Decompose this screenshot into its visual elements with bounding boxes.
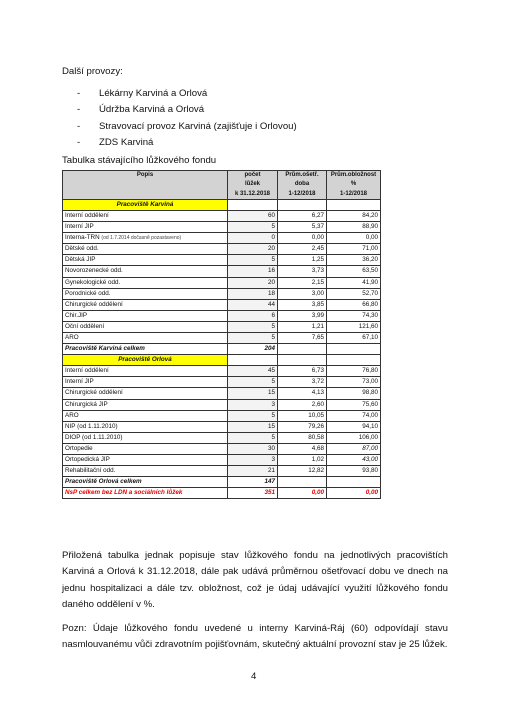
department-cell (63, 455, 228, 466)
beds-cell: 30 (228, 443, 278, 454)
beds-cell: 16 (228, 266, 278, 277)
department-name: Gynekologické odd. (65, 278, 121, 286)
doba-cell: 1,21 (278, 321, 327, 332)
empty-cell (278, 355, 327, 366)
header-doba-1: Prům.ošetř. (278, 171, 327, 181)
header-beds-1: počet (228, 171, 278, 181)
obloznost-cell: 52,70 (327, 288, 381, 299)
list-item: - Lékárny Karviná a Orlová (62, 86, 297, 102)
department-name: Oční oddělení (65, 322, 105, 330)
obloznost-cell: 98,80 (327, 388, 381, 399)
total-obloznost (327, 477, 381, 488)
doba-cell: 1,02 (278, 455, 327, 466)
table-header-row (63, 190, 381, 200)
beds-cell: 15 (228, 388, 278, 399)
intro-heading: Další provozy: (62, 66, 123, 77)
table-row (63, 366, 381, 377)
list-item: - Údržba Karviná a Orlová (62, 102, 297, 118)
department-cell (63, 443, 228, 454)
department-cell (63, 321, 228, 332)
department-cell (63, 222, 228, 233)
beds-cell: 5 (228, 410, 278, 421)
subtotal-row-orlova (63, 477, 381, 488)
department-cell (63, 299, 228, 310)
beds-cell: 0 (228, 233, 278, 244)
table-row (63, 377, 381, 388)
doba-cell: 2,45 (278, 244, 327, 255)
department-note: (od 1.7.2014 dočasně pozastaveno) (101, 235, 182, 242)
table-row (63, 233, 381, 244)
header-popis-blank (63, 180, 228, 189)
beds-cell: 6 (228, 310, 278, 321)
beds-cell: 44 (228, 299, 278, 310)
beds-cell: 20 (228, 277, 278, 288)
department-cell (63, 255, 228, 266)
table-row (63, 222, 381, 233)
obloznost-cell: 67,10 (327, 333, 381, 344)
beds-cell: 18 (228, 288, 278, 299)
total-beds: 351 (228, 488, 278, 499)
table-row (63, 466, 381, 477)
department-cell (63, 233, 228, 244)
obloznost-cell: 106,00 (327, 432, 381, 443)
table-row (63, 388, 381, 399)
doba-cell: 7,65 (278, 333, 327, 344)
provozy-list (62, 86, 297, 151)
beds-cell: 3 (228, 455, 278, 466)
department-cell (63, 388, 228, 399)
obloznost-cell: 0,00 (327, 233, 381, 244)
grand-total-row (63, 488, 381, 499)
empty-cell (327, 199, 381, 210)
total-beds: 147 (228, 477, 278, 488)
table-title: Tabulka stávajícího lůžkového fondu (62, 155, 217, 166)
beds-cell: 5 (228, 255, 278, 266)
header-popis: Popis (63, 171, 228, 181)
obloznost-cell: 36,20 (327, 255, 381, 266)
department-name: Interní JIP (65, 378, 94, 386)
obloznost-cell: 94,10 (327, 421, 381, 432)
department-name: ARO (65, 411, 79, 419)
doba-cell: 80,58 (278, 432, 327, 443)
doba-cell: 4,13 (278, 388, 327, 399)
department-name: NIP (od 1.11.2010) (65, 422, 118, 430)
empty-cell (327, 355, 381, 366)
table-row (63, 299, 381, 310)
table-row (63, 399, 381, 410)
doba-cell: 2,15 (278, 277, 327, 288)
department-name: Chir.JIP (65, 311, 88, 319)
table-row (63, 321, 381, 332)
doba-cell: 10,05 (278, 410, 327, 421)
table-row (63, 432, 381, 443)
table-row (63, 266, 381, 277)
obloznost-cell: 74,30 (327, 310, 381, 321)
table-row (63, 443, 381, 454)
beds-cell: 5 (228, 321, 278, 332)
total-label: Pracoviště Orlová celkem (63, 477, 228, 488)
department-cell (63, 310, 228, 321)
beds-cell: 5 (228, 333, 278, 344)
total-doba: 0,00 (278, 488, 327, 499)
doba-cell: 1,25 (278, 255, 327, 266)
department-cell (63, 366, 228, 377)
department-cell (63, 266, 228, 277)
department-name: Ortopedická JIP (65, 456, 110, 464)
header-doba-3: 1-12/2018 (278, 190, 327, 200)
department-cell (63, 399, 228, 410)
total-obloznost (327, 344, 381, 355)
department-name: Interní JIP (65, 223, 94, 231)
header-beds-2: lůžek (228, 180, 278, 189)
section-row-orlova (63, 355, 381, 366)
department-cell (63, 377, 228, 388)
department-name: Interní oddělení (65, 367, 109, 375)
beds-cell: 15 (228, 421, 278, 432)
section-row-karvina (63, 199, 381, 210)
obloznost-cell: 73,00 (327, 377, 381, 388)
department-cell (63, 277, 228, 288)
list-item: - ZDS Karviná (62, 135, 297, 151)
table-row (63, 255, 381, 266)
department-cell (63, 210, 228, 221)
table-row (63, 288, 381, 299)
beds-cell: 5 (228, 377, 278, 388)
obloznost-cell: 88,90 (327, 222, 381, 233)
list-item: - Stravovací provoz Karviná (zajišťuje i Orlovou) (62, 119, 297, 135)
empty-cell (228, 199, 278, 210)
doba-cell: 2,60 (278, 399, 327, 410)
department-name: DIOP (od 1.11.2010) (65, 433, 123, 441)
doba-cell: 3,00 (278, 288, 327, 299)
header-beds-3: k 31.12.2018 (228, 190, 278, 200)
obloznost-cell: 76,80 (327, 366, 381, 377)
total-beds: 204 (228, 344, 278, 355)
section-label: Pracoviště Karviná (63, 199, 228, 210)
obloznost-cell: 66,80 (327, 299, 381, 310)
description-paragraph: Přiložená tabulka jednak popisuje stav lůžkového fondu na jednotlivých pracovištích Karviná a Orlová k 31.12.2018, dále pak udává průměrnou ošetřovací dobu ve dnech na jednu hospitalizaci a dále tzv. obložnost, což je údaj udávající využití lůžkového fondu daného oddělení v %. (62, 550, 448, 610)
table-header-row (63, 180, 381, 189)
table-row (63, 333, 381, 344)
department-name: Porodnické odd. (65, 289, 111, 297)
obloznost-cell: 63,50 (327, 266, 381, 277)
doba-cell: 5,37 (278, 222, 327, 233)
doba-cell: 3,73 (278, 266, 327, 277)
obloznost-cell: 87,00 (327, 443, 381, 454)
doba-cell: 4,68 (278, 443, 327, 454)
obloznost-cell: 43,00 (327, 455, 381, 466)
total-obloznost: 0,00 (327, 488, 381, 499)
table-row (63, 277, 381, 288)
doba-cell: 3,99 (278, 310, 327, 321)
department-cell (63, 410, 228, 421)
subtotal-row-karvina (63, 344, 381, 355)
table-row (63, 421, 381, 432)
doba-cell: 3,72 (278, 377, 327, 388)
note-paragraph: Pozn: Údaje lůžkového fondu uvedené u interny Karviná-Ráj (60) odpovídají stavu nasmlouvanému vůči zdravotním pojišťovnám, skutečný aktuální provozní stav je 25 lůžek. (62, 623, 448, 651)
header-obloz-2: % (327, 180, 381, 189)
table-header-row (63, 171, 381, 181)
department-name: Novorozenecké odd. (65, 267, 123, 275)
doba-cell: 3,85 (278, 299, 327, 310)
obloznost-cell: 75,60 (327, 399, 381, 410)
department-cell (63, 288, 228, 299)
department-cell (63, 244, 228, 255)
department-name: Dětské odd. (65, 245, 99, 253)
obloznost-cell: 84,20 (327, 210, 381, 221)
header-doba-2: doba (278, 180, 327, 189)
total-label: Pracoviště Karviná celkem (63, 344, 228, 355)
table-row (63, 455, 381, 466)
department-name: Chirurgické oddělení (65, 389, 123, 397)
beds-cell: 21 (228, 466, 278, 477)
bed-fund-table (62, 170, 381, 499)
table-row (63, 210, 381, 221)
department-cell (63, 333, 228, 344)
department-cell (63, 421, 228, 432)
department-name: Dětská JIP (65, 256, 96, 264)
doba-cell: 6,73 (278, 366, 327, 377)
department-name: Ortopedie (65, 444, 93, 452)
header-obloz-1: Prům.obložnost (327, 171, 381, 181)
department-name: Interna-TRN (65, 234, 100, 242)
header-obloz-3: 1-12/2018 (327, 190, 381, 200)
doba-cell: 6,27 (278, 210, 327, 221)
empty-cell (228, 355, 278, 366)
doba-cell: 79,26 (278, 421, 327, 432)
doba-cell: 0,00 (278, 233, 327, 244)
department-name: Chirurgické oddělení (65, 300, 123, 308)
beds-cell: 5 (228, 432, 278, 443)
department-cell (63, 432, 228, 443)
section-label: Pracoviště Orlová (63, 355, 228, 366)
beds-cell: 60 (228, 210, 278, 221)
page-number: 4 (251, 671, 257, 682)
department-name: Interní oddělení (65, 211, 109, 219)
total-label: NsP celkem bez LDN a sociálních lůžek (63, 488, 228, 499)
total-doba (278, 477, 327, 488)
obloznost-cell: 74,00 (327, 410, 381, 421)
obloznost-cell: 71,00 (327, 244, 381, 255)
department-cell (63, 466, 228, 477)
header-popis-blank (63, 190, 228, 200)
beds-cell: 20 (228, 244, 278, 255)
table-row (63, 310, 381, 321)
table-row (63, 410, 381, 421)
doba-cell: 12,82 (278, 466, 327, 477)
total-doba (278, 344, 327, 355)
beds-cell: 3 (228, 399, 278, 410)
department-name: ARO (65, 334, 79, 342)
obloznost-cell: 121,60 (327, 321, 381, 332)
obloznost-cell: 41,90 (327, 277, 381, 288)
department-name: Chirurgická JIP (65, 400, 108, 408)
department-name: Rehabilitační odd. (65, 467, 116, 475)
beds-cell: 5 (228, 222, 278, 233)
empty-cell (278, 199, 327, 210)
table-row (63, 244, 381, 255)
obloznost-cell: 93,80 (327, 466, 381, 477)
beds-cell: 45 (228, 366, 278, 377)
